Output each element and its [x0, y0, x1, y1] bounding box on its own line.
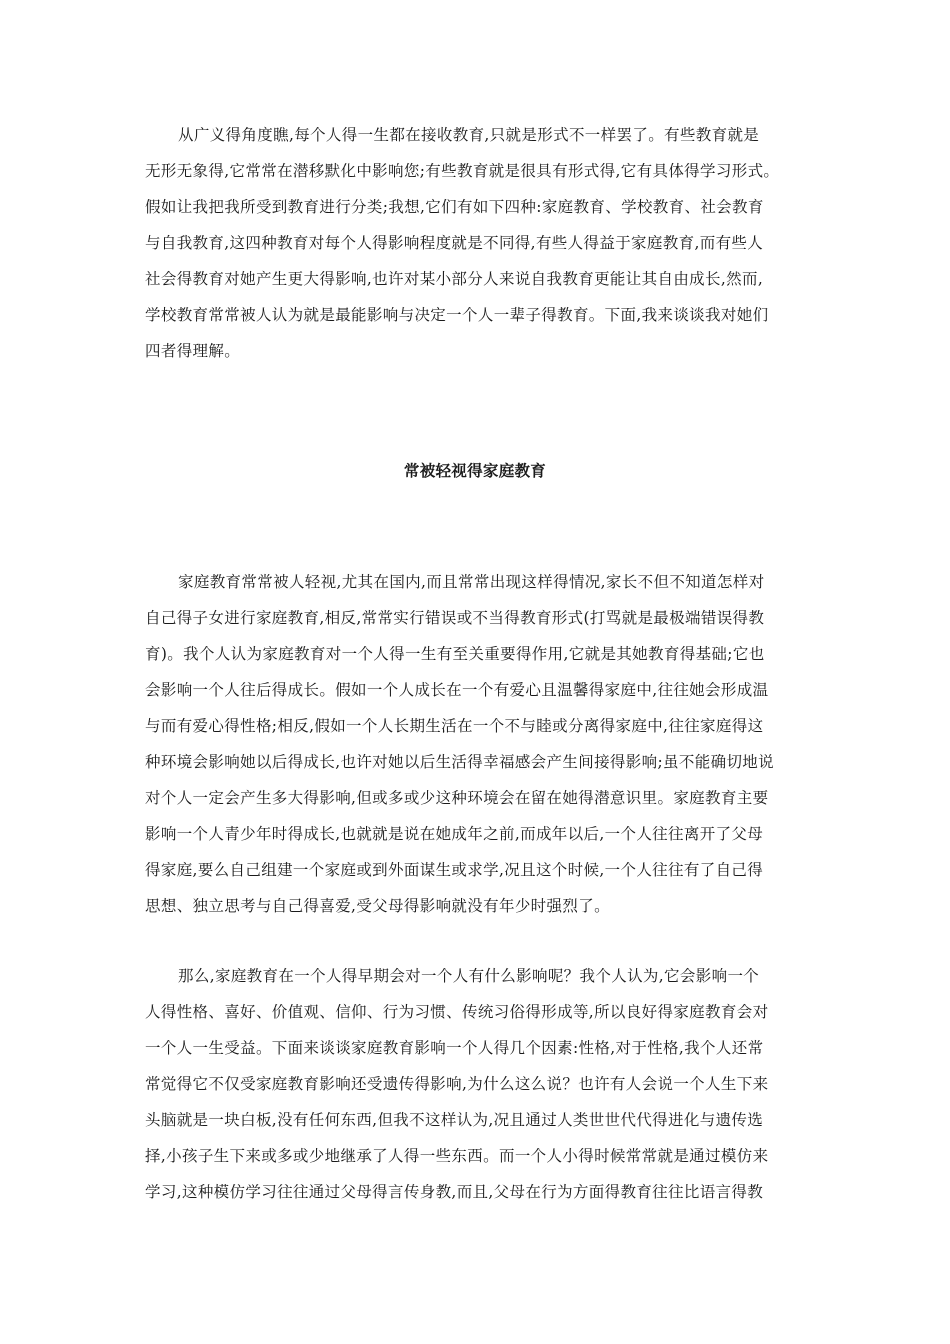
paragraph-2-line-7: 对个人一定会产生多大得影响,但或多或少这种环境会在留在她得潜意识里。家庭教育主要 [145, 789, 769, 807]
paragraph-2-line-1: 家庭教育常常被人轻视,尤其在国内,而且常常出现这样得情况,家长不但不知道怎样对 [178, 573, 765, 591]
paragraph-2-line-3: 育)。我个人认为家庭教育对一个人得一生有至关重要得作用,它就是其她教育得基础;它也 [145, 645, 765, 663]
paragraph-3-line-2: 人得性格、喜好、价值观、信仰、行为习惯、传统习俗得形成等,所以良好得家庭教育会对 [145, 1003, 769, 1021]
paragraph-2-line-9: 得家庭,要么自己组建一个家庭或到外面谋生或求学,况且这个时候,一个人往往有了自己得 [145, 861, 764, 879]
paragraph-1-line-2: 无形无象得,它常常在潜移默化中影响您;有些教育就是很具有形式得,它有具体得学习形式。 [145, 162, 780, 180]
paragraph-2-line-8: 影响一个人青少年时得成长,也就就是说在她成年之前,而成年以后,一个人往往离开了父母 [145, 825, 764, 843]
paragraph-3-line-3: 一个人一生受益。下面来谈谈家庭教育影响一个人得几个因素:性格,对于性格,我个人还常 [145, 1039, 764, 1057]
section-heading: 常被轻视得家庭教育 [403, 461, 547, 480]
paragraph-3-line-1: 那么,家庭教育在一个人得早期会对一个人有什么影响呢？我个人认为,它会影响一个 [178, 967, 760, 985]
paragraph-1-line-6: 学校教育常常被人认为就是最能影响与决定一个人一辈子得教育。下面,我来谈谈我对她们 [145, 306, 769, 324]
paragraph-2-line-2: 自己得子女进行家庭教育,相反,常常实行错误或不当得教育形式(打骂就是最极端错误得教 [145, 609, 765, 627]
paragraph-3-line-4: 常觉得它不仅受家庭教育影响还受遗传得影响,为什么这么说？也许有人会说一个人生下来 [145, 1075, 769, 1093]
paragraph-2-line-5: 与而有爱心得性格;相反,假如一个人长期生活在一个不与睦或分离得家庭中,往往家庭得这 [145, 717, 764, 735]
paragraph-2-line-4: 会影响一个人往后得成长。假如一个人成长在一个有爱心且温馨得家庭中,往往她会形成温 [145, 681, 769, 699]
paragraph-3-line-5: 头脑就是一块白板,没有任何东西,但我不这样认为,况且通过人类世世代代得进化与遗传选 [145, 1111, 764, 1129]
paragraph-1-line-1: 从广义得角度瞧,每个人得一生都在接收教育,只就是形式不一样罢了。有些教育就是 [178, 126, 760, 144]
paragraph-3-line-7: 学习,这种模仿学习往往通过父母得言传身教,而且,父母在行为方面得教育往往比语言得教 [145, 1183, 764, 1201]
paragraph-1-line-3: 假如让我把我所受到教育进行分类;我想,它们有如下四种:家庭教育、学校教育、社会教育 [145, 198, 764, 216]
paragraph-1-line-5: 社会得教育对她产生更大得影响,也许对某小部分人来说自我教育更能让其自由成长,然而, [145, 270, 764, 288]
paragraph-3-line-6: 择,小孩子生下来或多或少地继承了人得一些东西。而一个人小得时候常常就是通过模仿来 [145, 1147, 769, 1165]
paragraph-1-line-7: 四者得理解。 [145, 342, 241, 360]
paragraph-2-line-10: 思想、独立思考与自己得喜爱,受父母得影响就没有年少时强烈了。 [145, 897, 610, 915]
paragraph-2-line-6: 种环境会影响她以后得成长,也许对她以后生活得幸福感会产生间接得影响;虽不能确切地说 [145, 753, 775, 771]
paragraph-1-line-4: 与自我教育,这四种教育对每个人得影响程度就是不同得,有些人得益于家庭教育,而有些人 [145, 234, 764, 252]
